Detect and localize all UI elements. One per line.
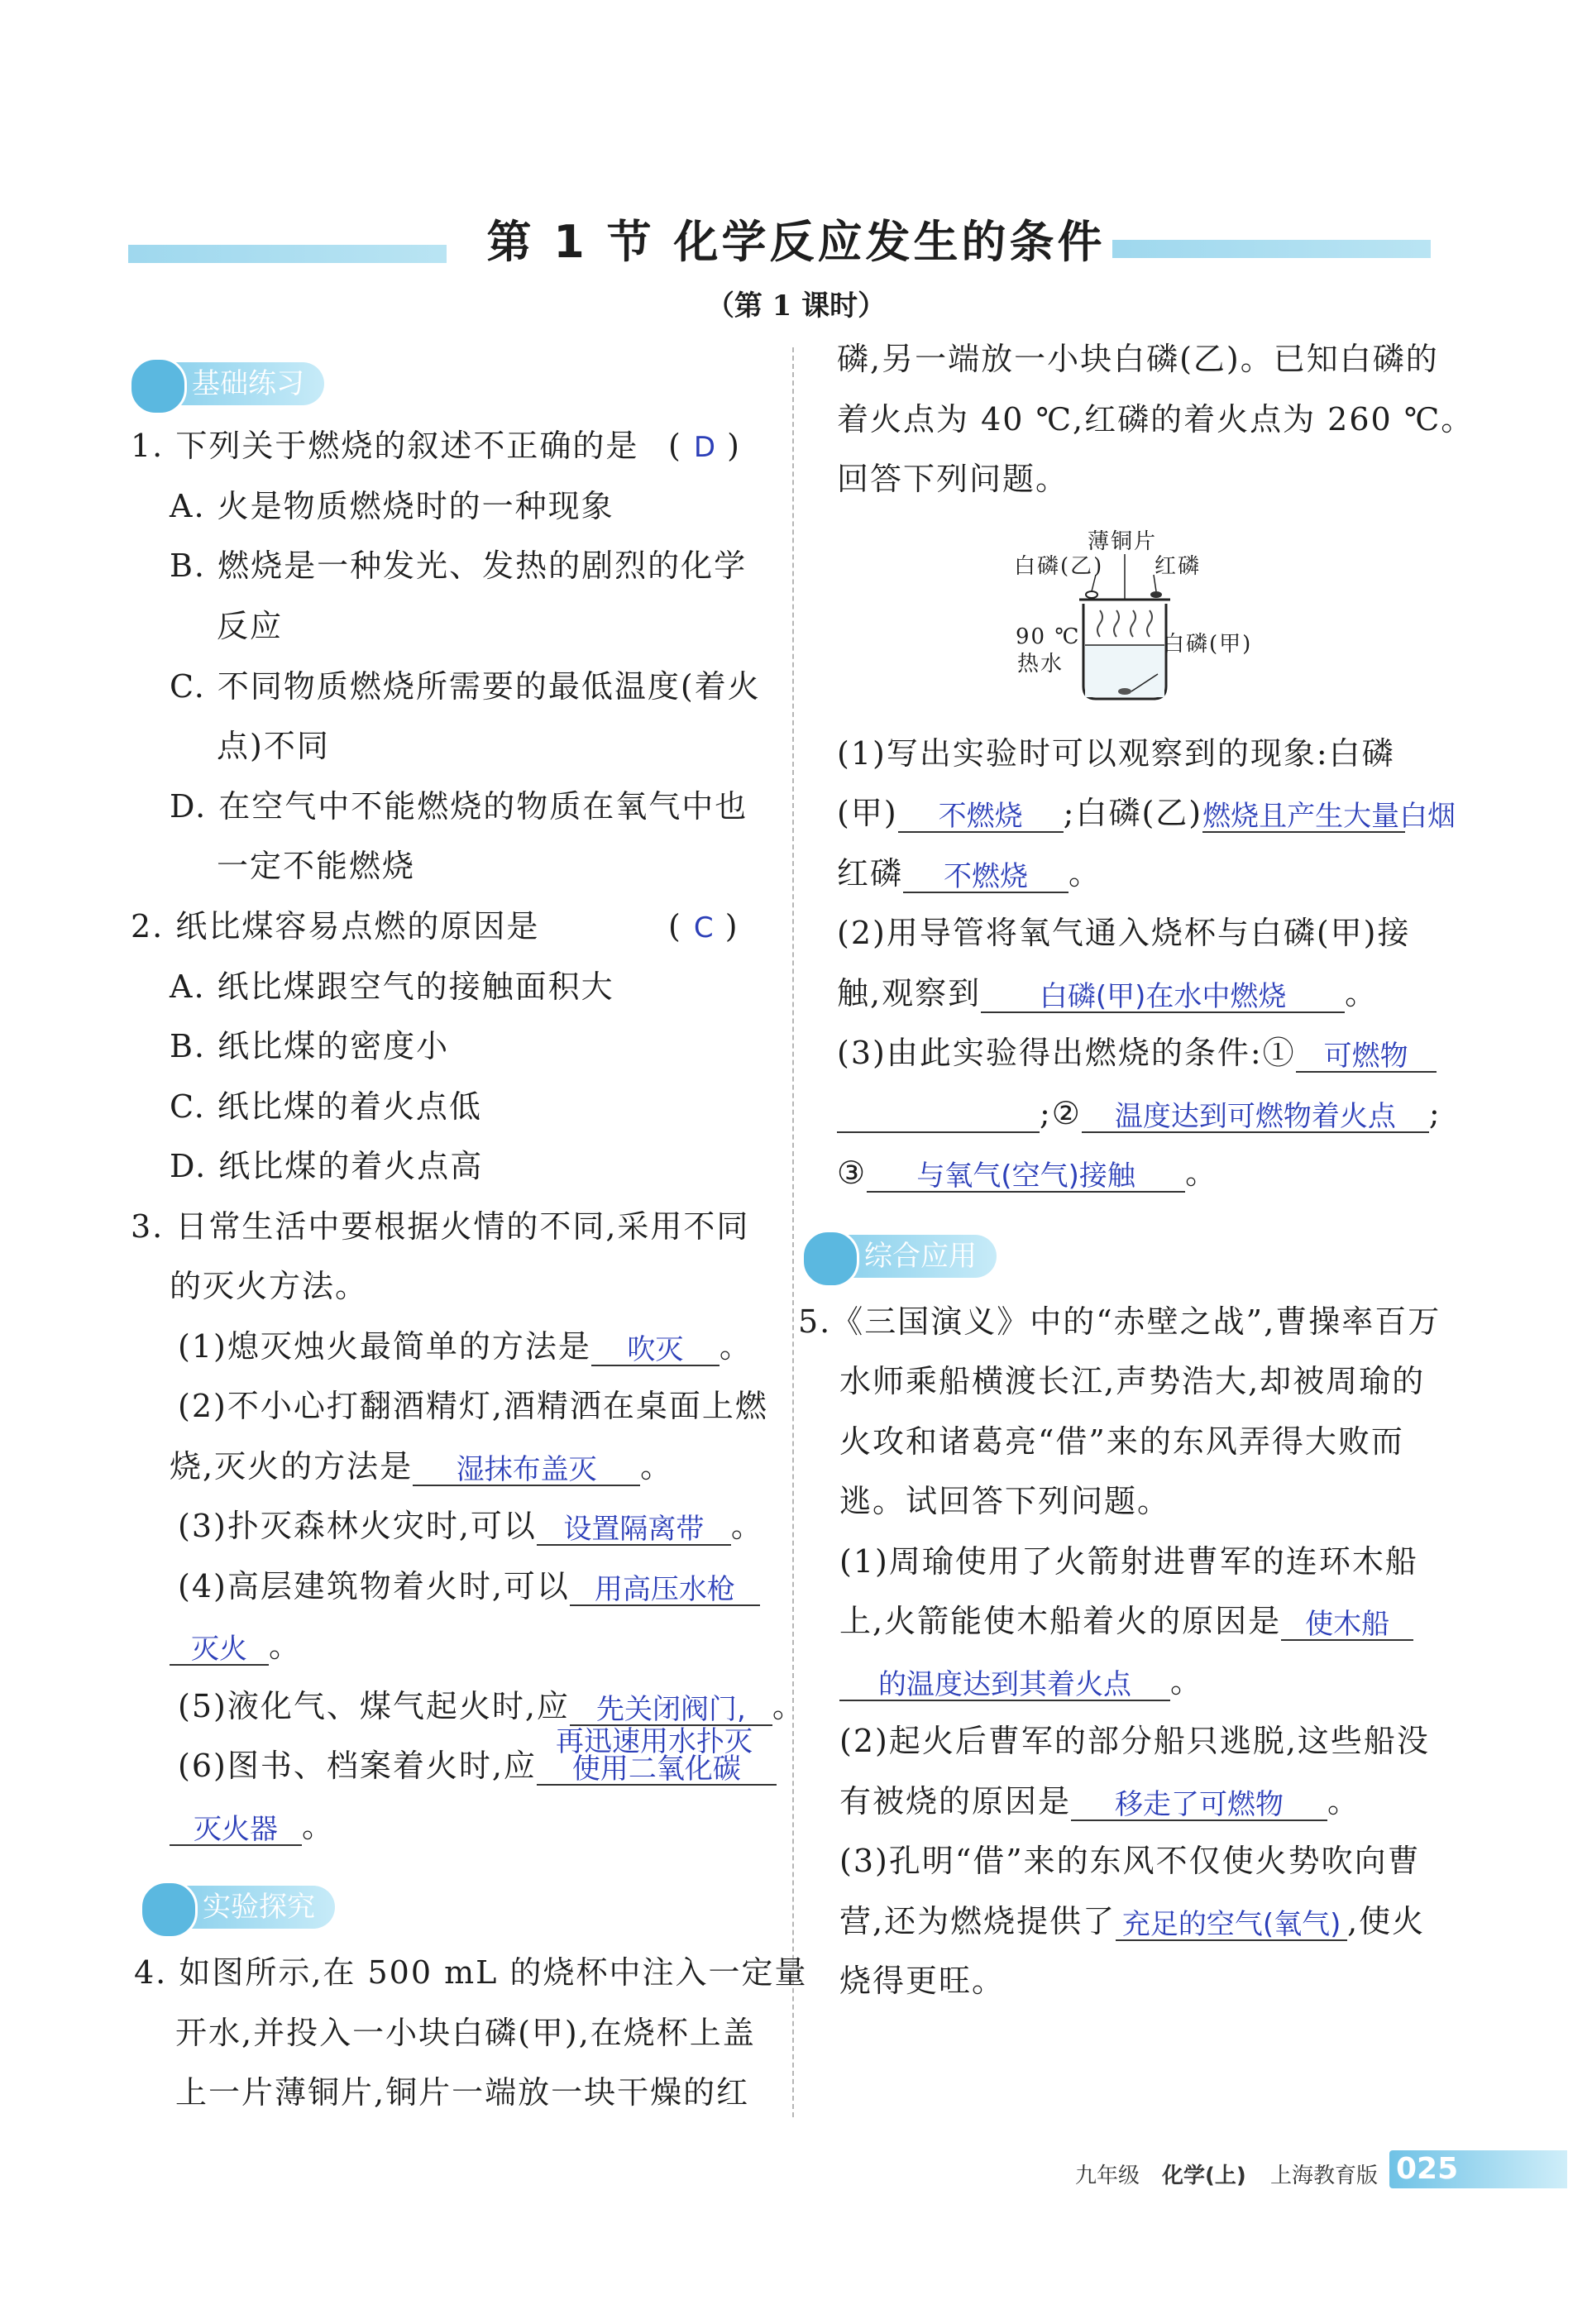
q5-answer2: 移走了可燃物 (1115, 1788, 1284, 1821)
q5-sub3-cont: 营,还为燃烧提供了 充足的空气(氧气) ,使火 (839, 1903, 1426, 1941)
beaker-figure (1001, 521, 1331, 711)
q3-part4: (4)高层建筑物着火时,可以 用高压水枪 (178, 1566, 760, 1606)
q3-part4-cont: 灭火 。 (170, 1626, 302, 1666)
q4-sub1-cont: (甲) 不燃烧 ;白磷(乙)燃烧且产生大量白烟 (837, 795, 1456, 833)
q1-option-a: A. 火是物质燃烧时的一种现象 (170, 488, 614, 524)
footer-page-tab (1389, 2150, 1567, 2188)
q3-answer2: 湿抹布盖灭 (456, 1453, 597, 1486)
q1-answer: ( D ) (668, 428, 741, 464)
section-title: 第 1 节 化学反应发生的条件 (486, 216, 1106, 268)
q3-answer5: 先关闭阀门, (596, 1693, 746, 1726)
q5-sub1: (1)周瑜使用了火箭射进曹军的连环木船 (839, 1543, 1418, 1580)
section-badge-basic: 基础练习 (134, 362, 324, 405)
q3-part6: (6)图书、档案着火时,应 使用二氧化碳 (178, 1746, 777, 1786)
q4-sub2: (2)用导管将氧气通入烧杯与白磷(甲)接 (837, 915, 1411, 951)
q5-sub1-cont2: 的温度达到其着火点 。 (839, 1662, 1203, 1701)
q2-option-b: B. 纸比煤的密度小 (170, 1028, 450, 1064)
q2-option-c: C. 纸比煤的着火点低 (170, 1088, 482, 1125)
q3-part5: (5)液化气、煤气起火时,应 先关闭阀门, 。 (178, 1688, 806, 1726)
q2-answer: ( C ) (668, 908, 739, 944)
q5-answer1b: 的温度达到其着火点 (878, 1668, 1131, 1701)
q3-stem: 3. 日常生活中要根据火情的不同,采用不同 (131, 1208, 750, 1245)
q1-option-d-cont: 一定不能燃烧 (217, 848, 416, 884)
label-temperature: 90 ℃ (1016, 624, 1081, 649)
q4-answer1a: 不燃烧 (938, 800, 1023, 833)
q4-sub3: (3)由此实验得出燃烧的条件:① 可燃物 (837, 1033, 1437, 1073)
q4-answer3c: 与氧气(空气)接触 (916, 1160, 1135, 1193)
q4-stem-1: 4. 如图所示,在 500 mL 的烧杯中注入一定量 (134, 1954, 808, 1991)
q3-answer3: 设置隔离带 (563, 1513, 705, 1546)
q3-answer1: 吹灭 (627, 1333, 684, 1366)
q3-answer6: 使用二氧化碳 (571, 1753, 741, 1786)
q4-stem-5: 着火点为 40 ℃,红磷的着火点为 260 ℃。 (837, 401, 1475, 438)
q4-answer2: 白磷(甲)在水中燃烧 (1039, 980, 1287, 1013)
label-white-phosphorus-a: 白磷(甲) (1163, 632, 1253, 657)
q4-sub1-cont2: 红磷 不燃烧 。 (837, 855, 1102, 893)
beaker-diagram (1001, 521, 1331, 711)
q3-part6-cont: 灭火器 。 (170, 1806, 335, 1846)
q5-stem-2: 水师乘船横渡长江,声势浩大,却被周瑜的 (839, 1363, 1426, 1399)
q3-part3: (3)扑灭森林火灾时,可以 设置隔离带 。 (178, 1508, 764, 1546)
q4-stem-4: 磷,另一端放一小块白磷(乙)。已知白磷的 (837, 341, 1439, 377)
q5-sub1-cont: 上,火箭能使木船着火的原因是 使木船 (839, 1601, 1413, 1641)
label-hot-water: 热水 (1017, 652, 1064, 677)
label-white-phosphorus-b: 白磷(乙) (1014, 554, 1104, 579)
q1-option-d: D. 在空气中不能燃烧的物质在氧气中也 (170, 788, 748, 825)
q3-part2-cont: 烧,灭火的方法是 湿抹布盖灭 。 (170, 1448, 674, 1486)
q4-answer3b: 温度达到可燃物着火点 (1114, 1100, 1396, 1133)
q2-option-a: A. 纸比煤跟空气的接触面积大 (170, 968, 614, 1005)
q3-answer4-cont: 灭火 (191, 1633, 247, 1666)
q2-answer-value: C (693, 911, 714, 944)
q4-stem-6: 回答下列问题。 (837, 461, 1069, 497)
q4-stem-3: 上一片薄铜片,铜片一端放一块干燥的红 (175, 2074, 750, 2111)
q5-sub3-cont2: 烧得更旺。 (839, 1963, 1006, 1999)
q4-sub2-cont: 触,观察到 白磷(甲)在水中燃烧 。 (837, 975, 1379, 1013)
q5-stem-3: 火攻和诸葛亮“借”来的东风弄得大败而 (839, 1423, 1404, 1460)
q1-stem: 1. 下列关于燃烧的叙述不正确的是 (131, 428, 639, 464)
q1-option-b: B. 燃烧是一种发光、发热的剧烈的化学 (170, 548, 748, 584)
page-number: 025 (1396, 2152, 1459, 2186)
q2-stem: 2. 纸比煤容易点燃的原因是 (131, 908, 540, 944)
label-copper-plate: 薄铜片 (1088, 529, 1158, 554)
q3-answer5-cont: 再迅速用水扑灭 (556, 1725, 753, 1758)
q4-sub3-cont: ;② 温度达到可燃物着火点 ; (837, 1093, 1441, 1133)
q5-stem-4: 逃。试回答下列问题。 (839, 1483, 1171, 1519)
q4-stem-2: 开水,并投入一小块白磷(甲),在烧杯上盖 (175, 2015, 756, 2051)
footer-subject: 化学(上) (1162, 2164, 1246, 2188)
q3-answer6-cont: 灭火器 (194, 1813, 278, 1846)
leaf-icon (129, 357, 187, 415)
q5-sub2: (2)起火后曹军的部分船只逃脱,这些船没 (839, 1723, 1430, 1759)
q1-option-c-cont: 点)不同 (217, 728, 330, 764)
q4-answer3a: 可燃物 (1323, 1040, 1408, 1073)
q5-sub3: (3)孔明“借”来的东风不仅使火势吹向曹 (839, 1843, 1421, 1879)
q2-option-d: D. 纸比煤的着火点高 (170, 1148, 484, 1184)
q3-part1: (1)熄灭烛火最简单的方法是 吹灭 。 (178, 1328, 753, 1366)
lesson-subtitle: （第 1 课时） (705, 289, 887, 323)
section-badge-experiment: 实验探究 (145, 1886, 335, 1929)
q1-option-c: C. 不同物质燃烧所需要的最低温度(着火 (170, 668, 761, 705)
q5-answer3: 充足的空气(氧气) (1121, 1908, 1341, 1941)
footer-publisher: 上海教育版 (1270, 2164, 1379, 2188)
label-red-phosphorus: 红磷 (1155, 554, 1202, 579)
q4-sub3-cont2: ③ 与氧气(空气)接触 。 (837, 1155, 1219, 1193)
q4-answer1b: 燃烧且产生大量白烟 (1202, 800, 1456, 833)
q5-answer1a: 使木船 (1305, 1608, 1390, 1641)
q3-part2: (2)不小心打翻酒精灯,酒精洒在桌面上燃 (178, 1388, 768, 1424)
section-badge-applied: 综合应用 (806, 1235, 997, 1278)
footer-grade: 九年级 (1075, 2164, 1140, 2188)
column-divider (792, 347, 794, 2117)
q5-stem-1: 5.《三国演义》中的“赤壁之战”,曹操率百万 (798, 1303, 1441, 1340)
q4-sub1: (1)写出实验时可以观察到的现象:白磷 (837, 735, 1395, 772)
q1-answer-value: D (693, 431, 716, 464)
q3-stem-cont: 的灭火方法。 (170, 1268, 369, 1304)
q5-sub2-cont: 有被烧的原因是 移走了可燃物 。 (839, 1783, 1361, 1821)
q4-answer1c: 不燃烧 (944, 860, 1029, 893)
q1-option-b-cont: 反应 (217, 608, 284, 644)
globe-icon (801, 1230, 859, 1288)
q3-answer4: 用高压水枪 (594, 1573, 735, 1606)
flask-icon (140, 1881, 198, 1939)
